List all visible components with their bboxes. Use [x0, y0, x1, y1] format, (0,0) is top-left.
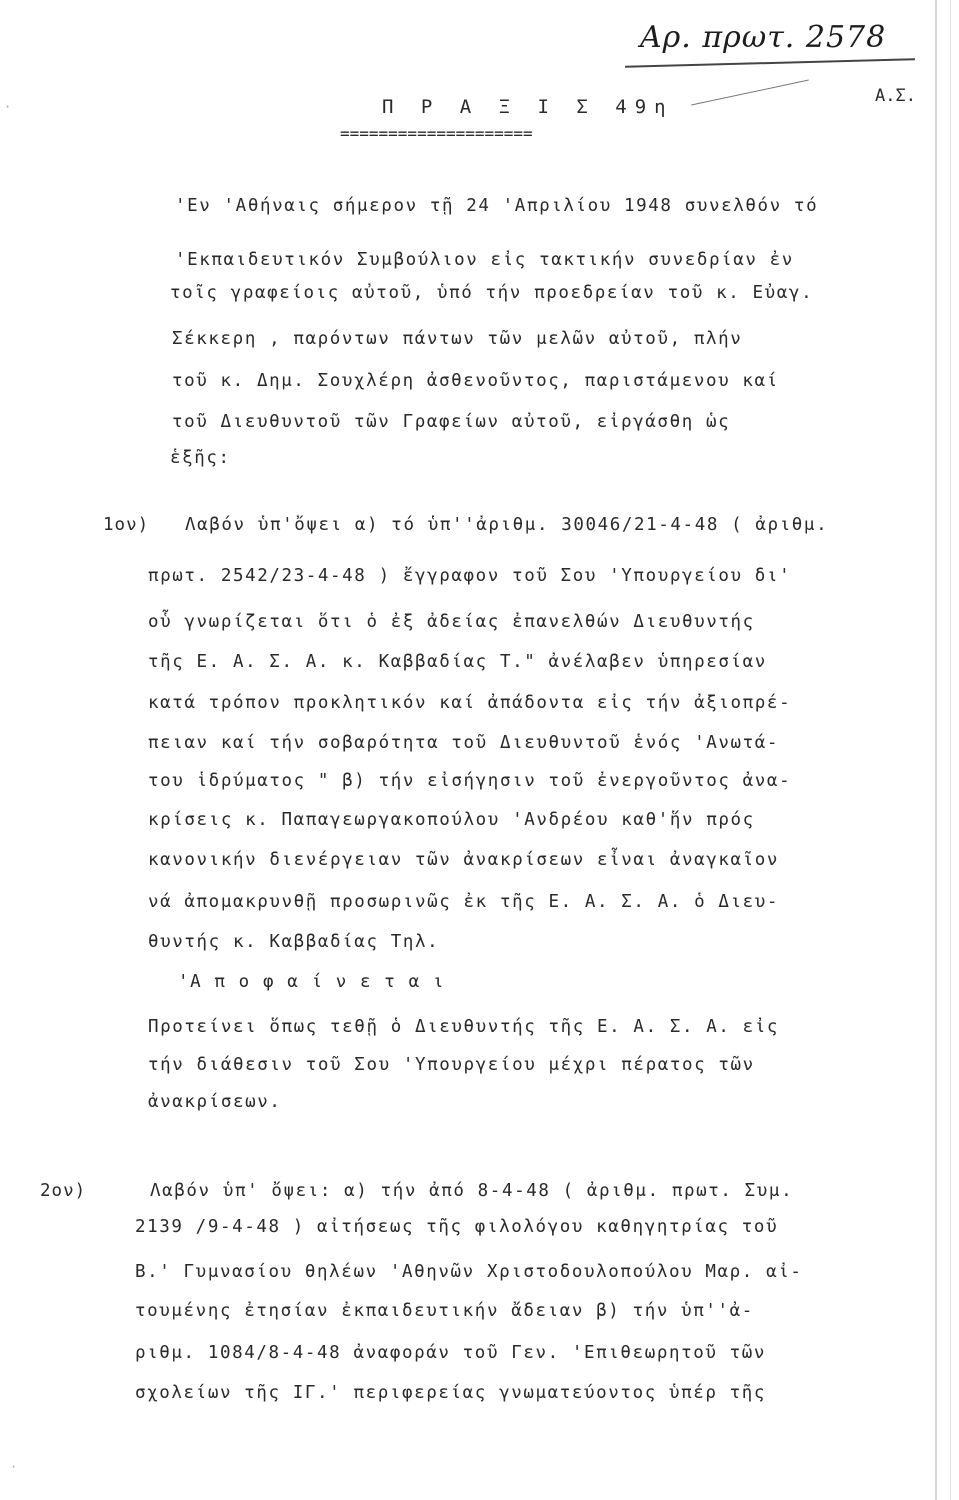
item2-line: τουμένης ἐτησίαν ἐκπαιδευτικήν ἄδειαν β) τήν ὑπ''ἀ- — [135, 1301, 754, 1321]
margin-mark: · — [4, 100, 12, 114]
page-title: Π Ρ Α Ξ Ι Σ 49η — [382, 96, 674, 118]
title-rule: ==================== — [340, 124, 533, 143]
item1-line: θυντής κ. Καββαδίας Τηλ. — [148, 932, 440, 952]
item1-line: Λαβόν ὑπ'ὄψει α) τό ὑπ''ἀριθμ. 30046/21-4-48 ( ἀριθμ. — [185, 515, 829, 535]
item1-line: οὗ γνωρίζεται ὅτι ὁ ἐξ ἀδείας ἐπανελθών Διευθυντής — [148, 612, 755, 632]
intro-line: τοῖς γραφείοις αὐτοῦ, ὑπό τήν προεδρείαν τοῦ κ. Εὐαγ. — [170, 283, 814, 303]
intro-line: τοῦ κ. Δημ. Σουχλέρη ἀσθενοῦντος, παριστάμενου καί — [172, 371, 779, 391]
item2-line: σχολείων τῆς ΙΓ.' περιφερείας γνωματεύοντος ὑπέρ τῆς — [135, 1383, 767, 1403]
item2-line: Β.' Γυμνασίου θηλέων 'Αθηνῶν Χριστοδουλοπούλου Μαρ. αἰ- — [135, 1262, 803, 1282]
item2-line: Λαβόν ὑπ' ὄψει: α) τήν ἀπό 8-4-48 ( ἀριθμ. πρωτ. Συμ. — [150, 1181, 794, 1201]
intro-line: ἑξῆς: — [170, 448, 231, 468]
page-edge-line — [935, 0, 937, 1500]
intro-line: Σέκκερη , παρόντων πάντων τῶν μελῶν αὐτοῦ, πλήν — [172, 329, 743, 349]
item1-line: τῆς Ε. Α. Σ. Α. κ. Καββαδίας Τ." ἀνέλαβεν ὑπηρεσίαν — [148, 652, 767, 672]
item1-line: πρωτ. 2542/23-4-48 ) ἔγγραφον τοῦ Σου 'Υπουργείου δι' — [148, 566, 792, 586]
handwritten-reference: Αρ. πρωτ. 2578 — [640, 20, 887, 55]
item-number: 2ον) — [40, 1181, 87, 1201]
decision-heading: 'Α π ο φ α ί ν ε τ α ι — [178, 972, 445, 992]
intro-line: 'Εκπαιδευτικόν Συμβούλιον εἰς τακτικήν συνεδρίαν ἐν — [175, 250, 794, 270]
page-edge-line — [950, 0, 951, 1500]
decision-line: ἀνακρίσεων. — [148, 1092, 282, 1112]
intro-line: τοῦ Διευθυντοῦ τῶν Γραφείων αὐτοῦ, εἰργάσθη ὡς — [172, 412, 731, 432]
item1-line: κρίσεις κ. Παπαγεωργακοπούλου 'Ανδρέου καθ'ἥν πρός — [148, 810, 755, 830]
item1-line: κατά τρόπον προκλητικόν καί ἀπάδοντα εἰς τήν ἀξιοπρέ- — [148, 693, 792, 713]
item1-line: νά ἀπομακρυνθῇ προσωρινῶς ἐκ τῆς Ε. Α. Σ. Α. ὁ Διευ- — [148, 892, 780, 912]
margin-mark: · — [10, 1460, 18, 1474]
item1-line: του ἱδρύματος " β) τήν εἰσήγησιν τοῦ ἐνεργοῦντος ἀνα- — [148, 771, 792, 791]
decision-line: τήν διάθεσιν τοῦ Σου 'Υπουργείου μέχρι πέρατος τῶν — [148, 1055, 755, 1075]
intro-line: 'Εν 'Αθήναις σήμερον τῇ 24 'Απριλίου 1948 συνελθόν τό — [175, 196, 819, 216]
handwritten-stroke — [691, 80, 809, 106]
decision-line: Προτείνει ὅπως τεθῇ ὁ Διευθυντής τῆς Ε. Α. Σ. Α. εἰς — [148, 1017, 780, 1037]
item1-line: πειαν καί τήν σοβαρότητα τοῦ Διευθυντοῦ ἑνός 'Ανωτά- — [148, 733, 780, 753]
item-number: 1ον) — [103, 515, 150, 535]
item2-line: ριθμ. 1084/8-4-48 ἀναφοράν τοῦ Γεν. 'Επιθεωρητοῦ τῶν — [135, 1343, 767, 1363]
item1-line: κανονικήν διενέργειαν τῶν ἀνακρίσεων εἶναι ἀναγκαῖον — [148, 850, 780, 870]
initials: Α.Σ. — [875, 86, 916, 106]
handwritten-underline — [625, 58, 915, 68]
item2-line: 2139 /9-4-48 ) αἰτήσεως τῆς φιλολόγου καθηγητρίας τοῦ — [135, 1217, 779, 1237]
